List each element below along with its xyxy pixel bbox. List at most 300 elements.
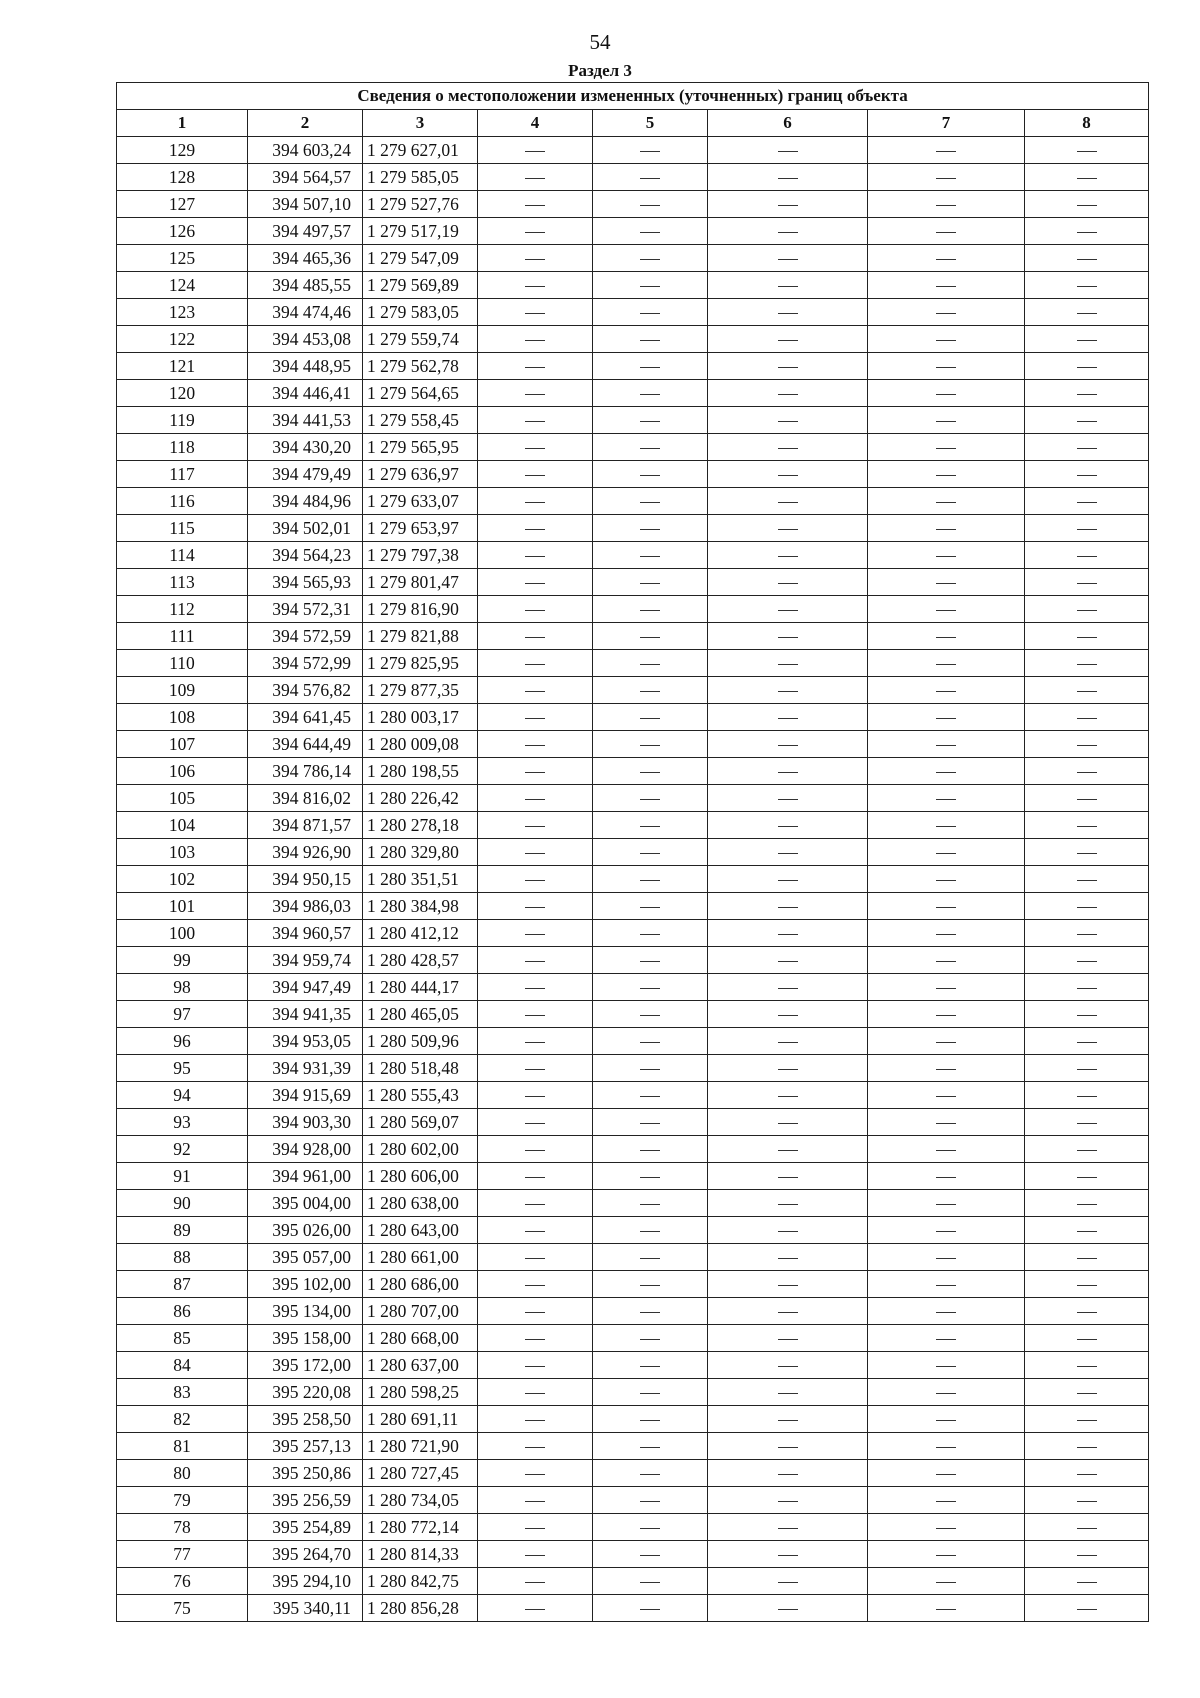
dash-mark [525, 1150, 545, 1151]
y-coordinate-cell: 1 279 877,35 [363, 677, 478, 704]
y-coordinate-cell: 1 280 772,14 [363, 1514, 478, 1541]
empty-cell [868, 1325, 1025, 1352]
dash-mark [640, 853, 660, 854]
empty-cell [478, 191, 593, 218]
point-number-cell: 127 [117, 191, 248, 218]
dash-mark [936, 259, 956, 260]
empty-cell [593, 1595, 708, 1622]
empty-cell [593, 1433, 708, 1460]
empty-cell [1025, 731, 1149, 758]
table-row [117, 893, 1149, 920]
table-row [117, 758, 1149, 785]
empty-cell [1025, 1217, 1149, 1244]
point-number-cell: 94 [117, 1082, 248, 1109]
y-coordinate-cell: 1 280 329,80 [363, 839, 478, 866]
dash-mark [778, 1420, 798, 1421]
point-number-cell: 111 [117, 623, 248, 650]
y-coordinate-cell: 1 280 351,51 [363, 866, 478, 893]
point-number-cell: 77 [117, 1541, 248, 1568]
table-row [117, 1460, 1149, 1487]
empty-cell [478, 677, 593, 704]
column-header-row [117, 110, 1149, 137]
table-row [117, 488, 1149, 515]
x-coordinate-cell: 394 959,74 [248, 947, 363, 974]
empty-cell [868, 650, 1025, 677]
x-coordinate-cell: 395 134,00 [248, 1298, 363, 1325]
dash-mark [640, 448, 660, 449]
dash-mark [778, 907, 798, 908]
empty-cell [868, 1001, 1025, 1028]
empty-cell [478, 839, 593, 866]
empty-cell [478, 569, 593, 596]
point-number-cell: 108 [117, 704, 248, 731]
point-number-cell: 113 [117, 569, 248, 596]
dash-mark [525, 934, 545, 935]
dash-mark [525, 205, 545, 206]
table-row [117, 1595, 1149, 1622]
dash-mark [525, 1069, 545, 1070]
y-coordinate-cell: 1 279 633,07 [363, 488, 478, 515]
x-coordinate-cell: 395 250,86 [248, 1460, 363, 1487]
empty-cell [478, 299, 593, 326]
table-row [117, 947, 1149, 974]
empty-cell [868, 1460, 1025, 1487]
point-number-cell: 76 [117, 1568, 248, 1595]
empty-cell [1025, 1352, 1149, 1379]
empty-cell [868, 461, 1025, 488]
dash-mark [1077, 259, 1097, 260]
dash-mark [525, 880, 545, 881]
empty-cell [1025, 488, 1149, 515]
dash-mark [525, 1528, 545, 1529]
y-coordinate-cell: 1 280 009,08 [363, 731, 478, 758]
dash-mark [525, 907, 545, 908]
y-coordinate-cell: 1 280 707,00 [363, 1298, 478, 1325]
table-row [117, 839, 1149, 866]
dash-mark [1077, 1231, 1097, 1232]
empty-cell [868, 1433, 1025, 1460]
empty-cell [868, 1352, 1025, 1379]
dash-mark [640, 1069, 660, 1070]
dash-mark [1077, 826, 1097, 827]
empty-cell [478, 1136, 593, 1163]
column-header: 1 [117, 110, 248, 137]
y-coordinate-cell: 1 280 856,28 [363, 1595, 478, 1622]
x-coordinate-cell: 395 220,08 [248, 1379, 363, 1406]
dash-mark [936, 1447, 956, 1448]
x-coordinate-cell: 394 572,99 [248, 650, 363, 677]
point-number-cell: 84 [117, 1352, 248, 1379]
dash-mark [1077, 1447, 1097, 1448]
dash-mark [936, 1015, 956, 1016]
dash-mark [525, 1501, 545, 1502]
dash-mark [1077, 205, 1097, 206]
dash-mark [936, 880, 956, 881]
empty-cell [593, 461, 708, 488]
dash-mark [1077, 1258, 1097, 1259]
empty-cell [1025, 1244, 1149, 1271]
table-row [117, 1055, 1149, 1082]
empty-cell [708, 650, 868, 677]
y-coordinate-cell: 1 280 384,98 [363, 893, 478, 920]
dash-mark [525, 529, 545, 530]
empty-cell [708, 218, 868, 245]
point-number-cell: 85 [117, 1325, 248, 1352]
dash-mark [1077, 1393, 1097, 1394]
dash-mark [936, 1096, 956, 1097]
empty-cell [593, 866, 708, 893]
dash-mark [936, 448, 956, 449]
y-coordinate-cell: 1 280 691,11 [363, 1406, 478, 1433]
x-coordinate-cell: 395 026,00 [248, 1217, 363, 1244]
x-coordinate-cell: 395 258,50 [248, 1406, 363, 1433]
empty-cell [593, 1406, 708, 1433]
dash-mark [525, 1420, 545, 1421]
empty-cell [868, 326, 1025, 353]
dash-mark [640, 1501, 660, 1502]
dash-mark [525, 1582, 545, 1583]
empty-cell [593, 1352, 708, 1379]
empty-cell [478, 1082, 593, 1109]
empty-cell [868, 488, 1025, 515]
dash-mark [936, 826, 956, 827]
empty-cell [478, 515, 593, 542]
empty-cell [708, 1487, 868, 1514]
empty-cell [708, 623, 868, 650]
point-number-cell: 86 [117, 1298, 248, 1325]
dash-mark [778, 1582, 798, 1583]
table-row [117, 1271, 1149, 1298]
x-coordinate-cell: 395 004,00 [248, 1190, 363, 1217]
dash-mark [778, 556, 798, 557]
dash-mark [525, 259, 545, 260]
empty-cell [708, 920, 868, 947]
dash-mark [525, 556, 545, 557]
empty-cell [868, 1190, 1025, 1217]
dash-mark [525, 1447, 545, 1448]
empty-cell [593, 731, 708, 758]
table-row [117, 245, 1149, 272]
dash-mark [525, 475, 545, 476]
dash-mark [525, 1555, 545, 1556]
table-row [117, 1244, 1149, 1271]
empty-cell [478, 1109, 593, 1136]
dash-mark [640, 718, 660, 719]
dash-mark [640, 1015, 660, 1016]
empty-cell [593, 758, 708, 785]
table-row [117, 542, 1149, 569]
empty-cell [708, 1217, 868, 1244]
dash-mark [936, 529, 956, 530]
dash-mark [1077, 1582, 1097, 1583]
empty-cell [478, 650, 593, 677]
empty-cell [478, 380, 593, 407]
dash-mark [640, 1042, 660, 1043]
empty-cell [868, 1298, 1025, 1325]
dash-mark [1077, 1312, 1097, 1313]
dash-mark [778, 340, 798, 341]
point-number-cell: 88 [117, 1244, 248, 1271]
point-number-cell: 97 [117, 1001, 248, 1028]
dash-mark [1077, 151, 1097, 152]
dash-mark [525, 637, 545, 638]
y-coordinate-cell: 1 279 558,45 [363, 407, 478, 434]
empty-cell [868, 893, 1025, 920]
table-body [117, 137, 1149, 1622]
empty-cell [868, 164, 1025, 191]
empty-cell [593, 272, 708, 299]
dash-mark [1077, 1609, 1097, 1610]
dash-mark [778, 475, 798, 476]
empty-cell [708, 1001, 868, 1028]
y-coordinate-cell: 1 280 278,18 [363, 812, 478, 839]
empty-cell [708, 1514, 868, 1541]
point-number-cell: 115 [117, 515, 248, 542]
empty-cell [868, 839, 1025, 866]
point-number-cell: 87 [117, 1271, 248, 1298]
dash-mark [778, 448, 798, 449]
table-row [117, 461, 1149, 488]
x-coordinate-cell: 395 256,59 [248, 1487, 363, 1514]
empty-cell [868, 947, 1025, 974]
dash-mark [1077, 934, 1097, 935]
empty-cell [708, 569, 868, 596]
dash-mark [936, 691, 956, 692]
x-coordinate-cell: 394 641,45 [248, 704, 363, 731]
dash-mark [640, 1582, 660, 1583]
table-row [117, 1136, 1149, 1163]
dash-mark [525, 988, 545, 989]
x-coordinate-cell: 394 448,95 [248, 353, 363, 380]
dash-mark [1077, 583, 1097, 584]
empty-cell [1025, 191, 1149, 218]
empty-cell [478, 1379, 593, 1406]
dash-mark [778, 232, 798, 233]
table-row [117, 353, 1149, 380]
empty-cell [478, 1541, 593, 1568]
dash-mark [778, 1015, 798, 1016]
empty-cell [708, 677, 868, 704]
x-coordinate-cell: 395 257,13 [248, 1433, 363, 1460]
empty-cell [593, 785, 708, 812]
dash-mark [778, 259, 798, 260]
x-coordinate-cell: 394 502,01 [248, 515, 363, 542]
y-coordinate-cell: 1 279 816,90 [363, 596, 478, 623]
empty-cell [593, 137, 708, 164]
x-coordinate-cell: 394 497,57 [248, 218, 363, 245]
empty-cell [1025, 866, 1149, 893]
dash-mark [1077, 1015, 1097, 1016]
dash-mark [1077, 1069, 1097, 1070]
dash-mark [778, 1258, 798, 1259]
y-coordinate-cell: 1 280 518,48 [363, 1055, 478, 1082]
empty-cell [1025, 704, 1149, 731]
dash-mark [640, 1555, 660, 1556]
dash-mark [525, 799, 545, 800]
point-number-cell: 82 [117, 1406, 248, 1433]
empty-cell [868, 1109, 1025, 1136]
empty-cell [593, 1109, 708, 1136]
empty-cell [478, 1271, 593, 1298]
empty-cell [1025, 1460, 1149, 1487]
table-row [117, 137, 1149, 164]
empty-cell [1025, 1541, 1149, 1568]
table-row [117, 1109, 1149, 1136]
table-row [117, 1352, 1149, 1379]
point-number-cell: 112 [117, 596, 248, 623]
section-title: Раздел 3 [568, 61, 632, 80]
dash-mark [525, 1339, 545, 1340]
empty-cell [708, 893, 868, 920]
dash-mark [778, 1150, 798, 1151]
empty-cell [478, 1244, 593, 1271]
empty-cell [1025, 1136, 1149, 1163]
dash-mark [936, 1474, 956, 1475]
empty-cell [708, 488, 868, 515]
dash-mark [1077, 1096, 1097, 1097]
empty-cell [1025, 1271, 1149, 1298]
dash-mark [778, 961, 798, 962]
dash-mark [936, 610, 956, 611]
empty-cell [593, 920, 708, 947]
y-coordinate-cell: 1 280 569,07 [363, 1109, 478, 1136]
empty-cell [593, 1325, 708, 1352]
dash-mark [936, 1609, 956, 1610]
dash-mark [778, 1501, 798, 1502]
empty-cell [478, 272, 593, 299]
dash-mark [525, 691, 545, 692]
empty-cell [868, 272, 1025, 299]
point-number-cell: 103 [117, 839, 248, 866]
empty-cell [708, 866, 868, 893]
table-row [117, 1190, 1149, 1217]
dash-mark [778, 1231, 798, 1232]
dash-mark [778, 826, 798, 827]
y-coordinate-cell: 1 280 598,25 [363, 1379, 478, 1406]
dash-mark [525, 313, 545, 314]
empty-cell [593, 650, 708, 677]
empty-cell [708, 1352, 868, 1379]
x-coordinate-cell: 395 102,00 [248, 1271, 363, 1298]
point-number-cell: 107 [117, 731, 248, 758]
dash-mark [778, 718, 798, 719]
empty-cell [708, 704, 868, 731]
table-row [117, 812, 1149, 839]
dash-mark [640, 907, 660, 908]
empty-cell [593, 1136, 708, 1163]
empty-cell [478, 596, 593, 623]
empty-cell [708, 353, 868, 380]
x-coordinate-cell: 394 572,31 [248, 596, 363, 623]
dash-mark [778, 583, 798, 584]
dash-mark [525, 1015, 545, 1016]
dash-mark [1077, 745, 1097, 746]
empty-cell [1025, 1406, 1149, 1433]
dash-mark [525, 1474, 545, 1475]
dash-mark [936, 664, 956, 665]
dash-mark [525, 1177, 545, 1178]
empty-cell [868, 704, 1025, 731]
dash-mark [778, 745, 798, 746]
empty-cell [478, 1487, 593, 1514]
column-header: 3 [363, 110, 478, 137]
empty-cell [868, 812, 1025, 839]
dash-mark [525, 772, 545, 773]
y-coordinate-cell: 1 280 734,05 [363, 1487, 478, 1514]
y-coordinate-cell: 1 280 686,00 [363, 1271, 478, 1298]
y-coordinate-cell: 1 279 562,78 [363, 353, 478, 380]
empty-cell [708, 164, 868, 191]
dash-mark [640, 691, 660, 692]
empty-cell [1025, 1298, 1149, 1325]
y-coordinate-cell: 1 280 602,00 [363, 1136, 478, 1163]
dash-mark [1077, 1285, 1097, 1286]
empty-cell [478, 353, 593, 380]
empty-cell [1025, 839, 1149, 866]
table-row [117, 677, 1149, 704]
empty-cell [478, 920, 593, 947]
empty-cell [1025, 1082, 1149, 1109]
empty-cell [868, 218, 1025, 245]
dash-mark [1077, 772, 1097, 773]
table-row [117, 218, 1149, 245]
empty-cell [1025, 515, 1149, 542]
dash-mark [936, 583, 956, 584]
empty-cell [478, 461, 593, 488]
dash-mark [525, 1042, 545, 1043]
empty-cell [868, 758, 1025, 785]
dash-mark [1077, 1555, 1097, 1556]
empty-cell [868, 1487, 1025, 1514]
empty-cell [708, 434, 868, 461]
y-coordinate-cell: 1 280 412,12 [363, 920, 478, 947]
y-coordinate-cell: 1 280 637,00 [363, 1352, 478, 1379]
empty-cell [1025, 596, 1149, 623]
empty-cell [868, 1541, 1025, 1568]
empty-cell [868, 623, 1025, 650]
empty-cell [593, 839, 708, 866]
dash-mark [525, 664, 545, 665]
dash-mark [525, 610, 545, 611]
dash-mark [640, 772, 660, 773]
empty-cell [1025, 326, 1149, 353]
dash-mark [936, 907, 956, 908]
column-header: 6 [708, 110, 868, 137]
table-row [117, 1325, 1149, 1352]
empty-cell [868, 1136, 1025, 1163]
dash-mark [1077, 718, 1097, 719]
empty-cell [1025, 1109, 1149, 1136]
empty-cell [1025, 380, 1149, 407]
table-row [117, 1379, 1149, 1406]
dash-mark [640, 232, 660, 233]
dash-mark [1077, 367, 1097, 368]
dash-mark [525, 1123, 545, 1124]
empty-cell [868, 1163, 1025, 1190]
empty-cell [593, 434, 708, 461]
empty-cell [593, 1028, 708, 1055]
dash-mark [778, 934, 798, 935]
empty-cell [478, 218, 593, 245]
table-row [117, 731, 1149, 758]
dash-mark [640, 1528, 660, 1529]
empty-cell [593, 947, 708, 974]
empty-cell [708, 1406, 868, 1433]
table-row [117, 407, 1149, 434]
y-coordinate-cell: 1 279 585,05 [363, 164, 478, 191]
dash-mark [778, 1474, 798, 1475]
empty-cell [708, 1460, 868, 1487]
